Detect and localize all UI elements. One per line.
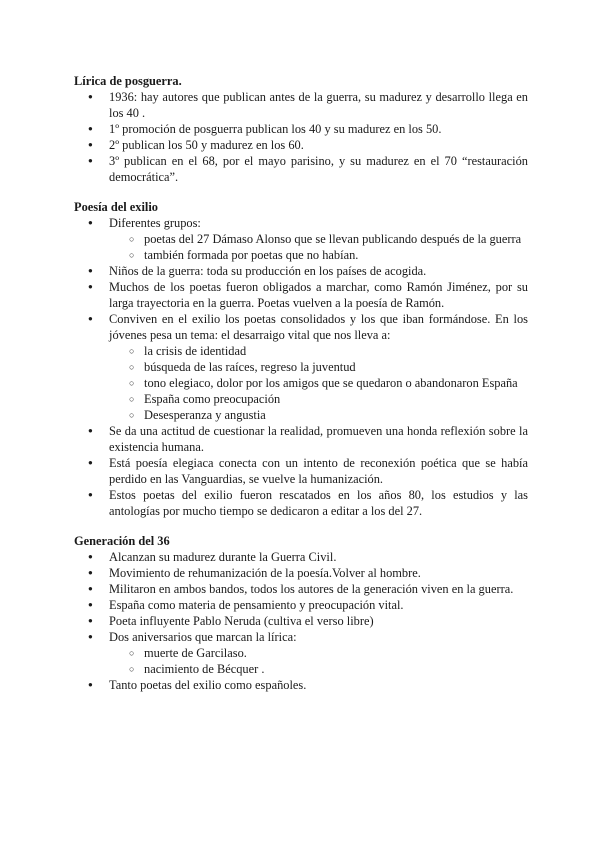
list-item-text: Tanto poetas del exilio como españoles. <box>109 678 307 692</box>
section-heading: Generación del 36 <box>74 534 170 548</box>
sub-list-item: ○ muerte de Garcilaso. <box>109 645 528 661</box>
sub-list-item: ○ búsqueda de las raíces, regreso la juventud <box>109 359 528 375</box>
list-item <box>74 597 528 613</box>
list-item <box>74 581 528 597</box>
list-item-text: 1º promoción de posguerra publican los 40 y su madurez en los 50. <box>109 122 442 136</box>
sub-list <box>109 645 528 677</box>
list-item-text: 1936: hay autores que publican antes de la guerra, su madurez y desarrollo llega en los 40 . <box>109 90 528 120</box>
list-item <box>74 121 528 137</box>
section-heading: Poesía del exilio <box>74 200 158 214</box>
sub-list <box>109 231 528 263</box>
list-item <box>74 423 528 455</box>
list-item-text: Poeta influyente Pablo Neruda (cultiva el verso libre) <box>109 614 374 628</box>
list-item <box>74 487 528 519</box>
list-item-text: Está poesía elegiaca conecta con un intento de reconexión poética que se había perdido en las Vanguardias, se vuelve la humanización. <box>109 456 528 486</box>
sub-list-item: ○ tono elegiaco, dolor por los amigos que se quedaron o abandonaron España <box>109 375 528 391</box>
list-item <box>74 549 528 565</box>
list-item <box>74 215 528 263</box>
list-item <box>74 263 528 279</box>
sub-list-item: ○ poetas del 27 Dámaso Alonso que se llevan publicando después de la guerra <box>109 231 528 247</box>
list-item-text: Muchos de los poetas fueron obligados a marchar, como Ramón Jiménez, por su larga trayectoria en la guerra. Poetas vuelven a la poesía de Ramón. <box>109 280 528 310</box>
section-heading: Lírica de posguerra. <box>74 74 182 88</box>
list-item-text: Se da una actitud de cuestionar la realidad, promueven una honda reflexión sobre la existencia humana. <box>109 424 528 454</box>
list-item-text: Movimiento de rehumanización de la poesía.Volver al hombre. <box>109 566 421 580</box>
list-item <box>74 137 528 153</box>
list-item-text: Diferentes grupos: <box>109 216 201 230</box>
list-item <box>74 677 528 693</box>
list-item-text: Niños de la guerra: toda su producción en los países de acogida. <box>109 264 427 278</box>
list-item <box>74 613 528 629</box>
list-item <box>74 89 528 121</box>
list-item <box>74 279 528 311</box>
sub-list-item: ○ Desesperanza y angustia <box>109 407 528 423</box>
list-item-text: Alcanzan su madurez durante la Guerra Civil. <box>109 550 337 564</box>
list-item-text: Estos poetas del exilio fueron rescatados en los años 80, los estudios y las antologías por mucho tiempo se dedicaron a editar a los del 27. <box>109 488 528 518</box>
list-item-text: España como materia de pensamiento y preocupación vital. <box>109 598 404 612</box>
list-item-text: Militaron en ambos bandos, todos los autores de la generación viven en la guerra. <box>109 582 514 596</box>
list-item <box>74 565 528 581</box>
document-content <box>74 73 528 707</box>
list-item <box>74 311 528 423</box>
sub-list-item: ○ España como preocupación <box>109 391 528 407</box>
sub-list-item: ○ también formada por poetas que no habían. <box>109 247 528 263</box>
sub-list-item: ○ la crisis de identidad <box>109 343 528 359</box>
sub-list <box>109 343 528 423</box>
list-item-text: Conviven en el exilio los poetas consolidados y los que iban formándose. En los jóvenes pesa un tema: el desarraigo vital que nos lleva a: <box>109 312 528 342</box>
list-item <box>74 153 528 185</box>
list-item-text: 3º publican en el 68, por el mayo parisino, y su madurez en el 70 “restauración democrática”. <box>109 154 528 184</box>
list-item-text: 2º publican los 50 y madurez en los 60. <box>109 138 304 152</box>
section <box>74 533 528 693</box>
sub-list-item: ○ nacimiento de Bécquer . <box>109 661 528 677</box>
list-item-text: Dos aniversarios que marcan la lírica: <box>109 630 297 644</box>
bullet-list <box>74 215 528 519</box>
bullet-list <box>74 549 528 693</box>
bullet-list <box>74 89 528 185</box>
section <box>74 73 528 185</box>
list-item <box>74 629 528 677</box>
list-item <box>74 455 528 487</box>
section <box>74 199 528 519</box>
